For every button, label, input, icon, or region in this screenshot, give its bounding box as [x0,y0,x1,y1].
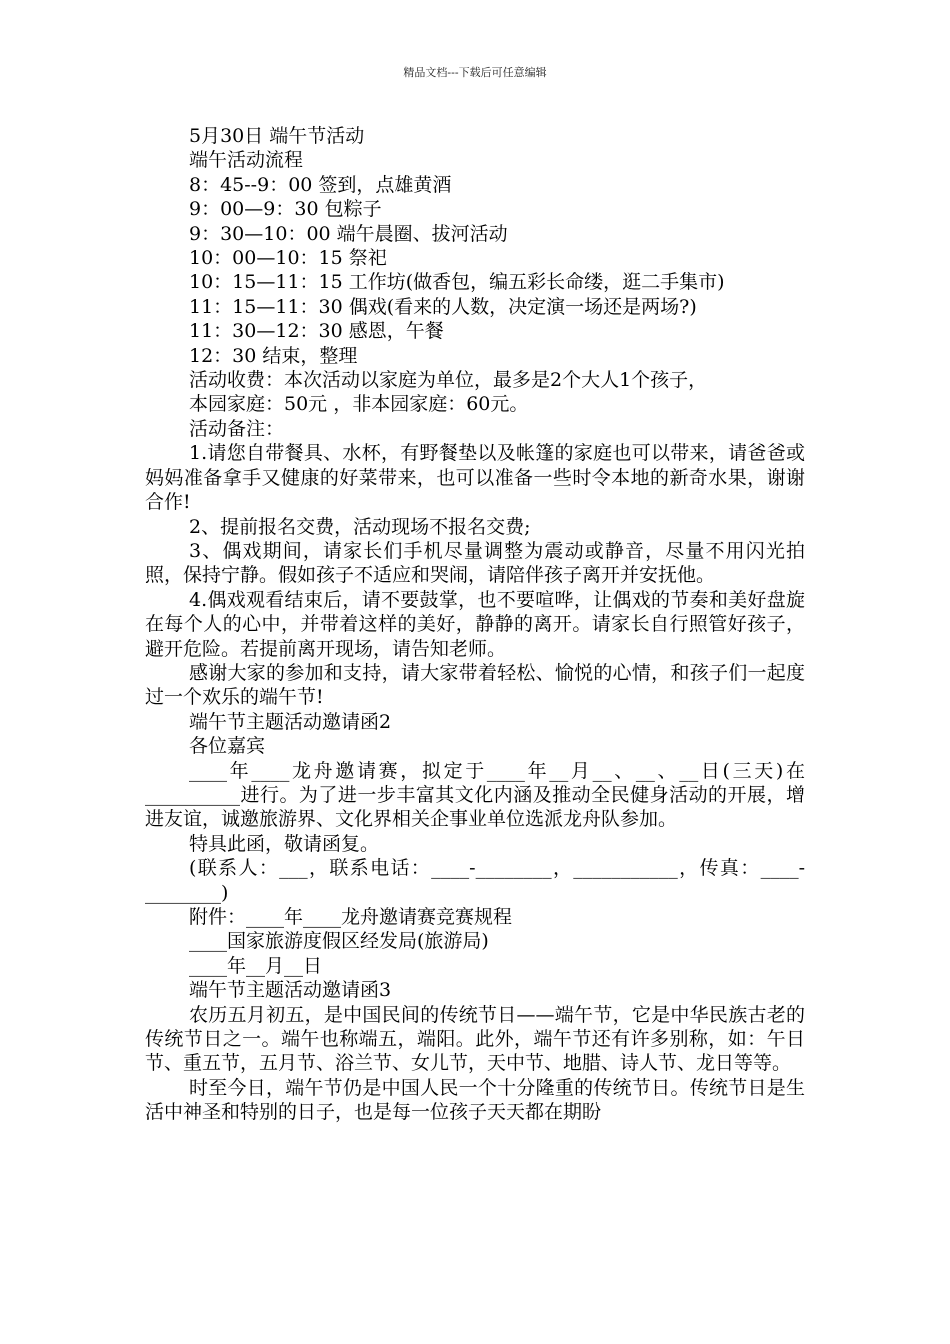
paragraph: 1.请您自带餐具、水杯，有野餐垫以及帐篷的家庭也可以带来，请爸爸或妈妈准备拿手又健康的好菜带来，也可以准备一些时令本地的新奇水果，谢谢合作! [145,442,805,514]
paragraph: 附件：____年____龙舟邀请赛竞赛规程 [189,906,513,928]
paragraph: 5月30日 端午节活动 [189,125,365,147]
paragraph: 2、提前报名交费，活动现场不报名交费; [189,515,531,538]
paragraph: 10：15—11：15 工作坊(做香包，编五彩长命缕，逛二手集市) [189,271,725,294]
paragraph: 特具此函，敬请函复。 [189,832,380,855]
paragraph: ____国家旅游度假区经发局(旅游局) [189,930,489,953]
paragraph: 端午节主题活动邀请函2 [189,710,392,733]
paragraph: (联系人：___，联系电话：____-________，___________，传真：____-________) [145,857,805,904]
paragraph: 11：30—12：30 感恩，午餐 [189,320,444,343]
paragraph: 活动收费：本次活动以家庭为单位，最多是2个大人1个孩子， [189,369,708,392]
paragraph: 端午节主题活动邀请函3 [189,979,392,1002]
paragraph: 各位嘉宾 [189,735,266,758]
paragraph: ____年__月__日 [189,954,323,977]
page-header: 精品文档---下载后可任意编辑 [403,66,547,79]
paragraph: 11：15—11：30 偶戏(看来的人数，决定演一场还是两场?) [189,295,697,318]
paragraph: 农历五月初五，是中国民间的传统节日——端午节，它是中华民族古老的传统节日之一。端午也称端五，端阳。此外，端午节还有许多别称，如：午日节、重五节，五月节、浴兰节、女儿节，天中节、地腊、诗人节、龙日等等。 [145,1003,805,1075]
document-body [145,124,805,1125]
paragraph: 时至今日，端午节仍是中国人民一个十分隆重的传统节日。传统节日是生活中神圣和特别的日子，也是每一位孩子天天都在期盼 [145,1076,805,1124]
paragraph: 3、偶戏期间，请家长们手机尽量调整为震动或静音，尽量不用闪光拍照，保持宁静。假如孩子不适应和哭闹，请陪伴孩子离开并安抚他。 [145,539,805,587]
paragraph: 8：45--9：00 签到，点雄黄酒 [189,173,452,196]
paragraph: ____年____龙舟邀请赛，拟定于____年__月__、__、__日(三天)在__________进行。为了进一步丰富其文化内涵及推动全民健身活动的开展，增进友谊，诚邀旅游界、文化界相关企事业单位选派龙舟队参加。 [145,759,805,831]
paragraph: 9：00—9：30 包粽子 [189,198,382,221]
paragraph: 感谢大家的参加和支持，请大家带着轻松、愉悦的心情，和孩子们一起度过一个欢乐的端午节! [145,661,805,709]
paragraph: 9：30—10：00 端午晨圈、拔河活动 [189,222,508,245]
paragraph: 端午活动流程 [189,149,304,172]
paragraph: 本园家庭：50元 ，非本园家庭：60元。 [189,393,529,416]
paragraph: 活动备注： [189,417,285,440]
paragraph: 4.偶戏观看结束后，请不要鼓掌，也不要喧哗，让偶戏的节奏和美好盘旋在每个人的心中，并带着这样的美好，静静的离开。请家长自行照管好孩子，避开危险。若提前离开现场，请告知老师。 [145,588,805,660]
paragraph: 12：30 结束，整理 [189,344,358,367]
paragraph: 10：00—10：15 祭祀 [189,247,387,270]
